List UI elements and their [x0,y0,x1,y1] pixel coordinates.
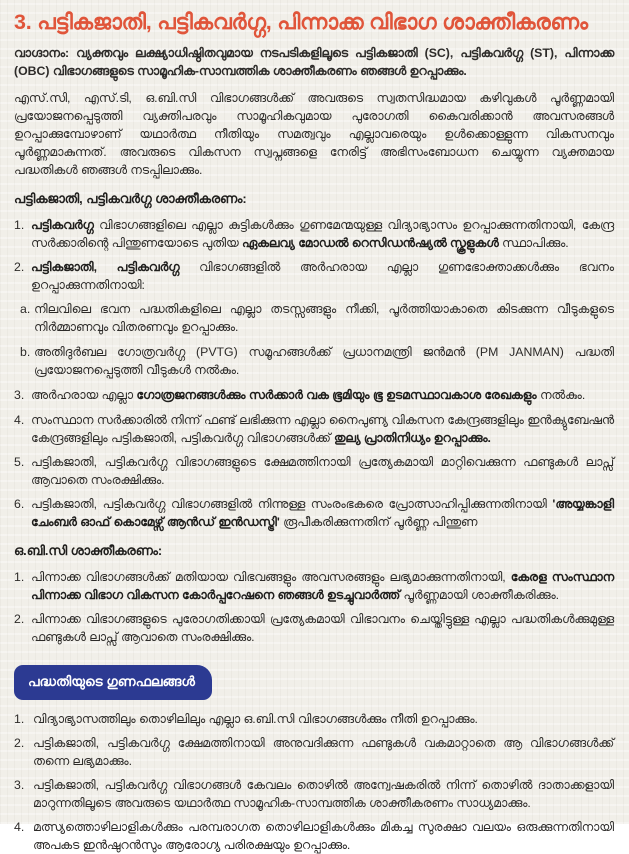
list-item [14,411,614,447]
list-item [14,453,614,489]
list-item-marker: 2. [14,260,25,275]
list-item [14,734,614,770]
list-item-text: പട്ടികജാതി, പട്ടികവർഗ്ഗ വിഭാഗങ്ങളുടെ ക്ഷേമത്തിനായി പ്രത്യേകമായി മാറ്റിവെക്കുന്ന ഫണ്ടുകൾ ലാപ്സ് ആവാതെ സംരക്ഷിക്കും. [31,454,614,487]
obc-list [14,568,614,646]
list-subitem [20,300,614,336]
benefits-badge [14,665,212,700]
list-item-marker: b. [20,345,31,360]
list-item [14,776,614,812]
list-item-marker: 2. [14,735,25,750]
scst-list [14,216,614,531]
list-item-text: അർഹരായ എല്ലാ ഗോത്രജനങ്ങൾക്കും സർക്കാർ വക ഭൂമിയും ഭൂ ഉടമസ്ഥാവകാശ രേഖകളും നൽകും. [31,388,586,403]
promise-paragraph: വാഗ്ദാനം: വ്യക്തവും ലക്ഷ്യാധിഷ്ഠിതവുമായ നടപടികളിലൂടെ പട്ടികജാതി (SC), പട്ടികവർഗ്ഗ (ST), പിന്നാക്ക (OBC) വിഭാഗങ്ങളുടെ സാമൂഹിക-സാമ്പത്തിക ശാക്തീകരണം ഞങ്ങൾ ഉറപ്പാക്കും. [14,45,614,78]
list-subitem [20,343,614,379]
list-item-marker: 2. [14,611,25,626]
list-item [14,258,614,294]
list-item [14,386,614,404]
list-item [14,495,614,531]
intro-paragraph: എസ്.സി, എസ്.ടി, ഒ.ബി.സി വിഭാഗങ്ങൾക്ക് അവരുടെ സ്വതസിദ്ധമായ കഴിവുകൾ പൂർണ്ണമായി പ്രയോജനപ്പെടുത്തി വ്യക്തിപരവും സാമൂഹികവുമായ പുരോഗതി കൈവരിക്കാൻ അവസരങ്ങൾ ഉറപ്പാക്കുമ്പോഴാണ് യഥാർത്ഥ നീതിയും സമത്വവും എല്ലാവരെയും ഉൾക്കൊള്ളുന്ന വികസനവും പൂർണ്ണമാകുന്നത്. അവരുടെ വികസന സ്വപ്നങ്ങളെ നേരിട്ട് അഭിസംബോധന ചെയ്യുന്ന വ്യക്തമായ പദ്ധതികൾ ഞങ്ങൾ നടപ്പിലാക്കും. [14,90,614,178]
list-item-marker: 4. [14,820,25,835]
list-item-marker: 1. [14,217,25,232]
list-item-marker: 3. [14,777,25,792]
list-item-marker: a. [20,302,31,317]
list-item-text: പട്ടികജാതി, പട്ടികവർഗ്ഗ വിഭാഗങ്ങളിൽ അർഹരായ എല്ലാ ഗുണഭോക്താക്കൾക്കും ഭവനം ഉറപ്പാക്കുന്നതിനായി: [31,260,614,293]
list-item-text: അതിദുർബല ഗോത്രവർഗ്ഗ (PVTG) സമൂഹങ്ങൾക്ക് പ്രധാനമന്ത്രി ജൻമൻ (PM JANMAN) പദ്ധതി പ്രയോജനപ്പെടുത്തി വീടുകൾ നൽകും. [34,345,614,378]
list-item-text: നിലവിലെ ഭവന പദ്ധതികളിലെ എല്ലാ തടസ്സങ്ങളും നീക്കി, പൂർത്തിയാകാതെ കിടക്കുന്ന വീടുകളുടെ നിർമ്മാണവും വിതരണവും ഉറപ്പാക്കും. [34,302,614,335]
list-item [14,818,614,854]
page-title: 3. പട്ടികജാതി, പട്ടികവർഗ്ഗ, പിന്നാക്ക വിഭാഗ ശാക്തീകരണം [14,10,588,34]
list-item [14,710,614,728]
list-item-marker: 1. [14,569,25,584]
list-item [14,610,614,646]
benefits-list [14,710,614,854]
list-item-text: പിന്നാക്ക വിഭാഗങ്ങൾക്ക് മതിയായ വിഭവങ്ങളും അവസരങ്ങളും ലഭ്യമാക്കുന്നതിനായി, കേരള സംസ്ഥാന പിന്നാക്ക വിഭാഗ വികസന കോർപ്പറേഷനെ ഞങ്ങൾ ഉടച്ചുവാർത്ത് പൂർണ്ണമായി ശാക്തീകരിക്കും. [31,569,614,602]
list-item-text: വിദ്യാഭ്യാസത്തിലും തൊഴിലിലും എല്ലാ ഒ.ബി.സി വിഭാഗങ്ങൾക്കും നീതി ഉറപ്പാക്കും. [33,711,478,726]
section-heading-scst: പട്ടികജാതി, പട്ടികവർഗ്ഗ ശാക്തീകരണം: [14,191,247,207]
list-item [14,216,614,252]
list-item-text: പട്ടികവർഗ്ഗ വിഭാഗങ്ങളിലെ എല്ലാ കുട്ടികൾക്കും ഗുണമേന്മയുള്ള വിദ്യാഭ്യാസം ഉറപ്പാക്കുന്നതിനായി, കേന്ദ്ര സർക്കാരിന്റെ പിന്തുണയോടെ പുതിയ ഏകലവ്യ മോഡൽ റെസിഡൻഷ്യൽ സ്കൂളുകൾ സ്ഥാപിക്കും. [31,217,614,251]
list-item-text: പട്ടികജാതി, പട്ടികവർഗ്ഗ വിഭാഗങ്ങളിൽ നിന്നുള്ള സംരംഭകരെ പ്രോത്സാഹിപ്പിക്കുന്നതിനായി 'അയ്യങ്കാളി ചേംബർ ഓഫ് കൊമേഴ്സ് ആൻഡ് ഇൻഡസ്ട്രി' രൂപീകരിക്കുന്നതിന് പൂർണ്ണ പിന്തുണ [31,496,614,529]
benefits-badge-label: പദ്ധതിയുടെ ഗുണഫലങ്ങൾ [28,673,195,689]
list-item-text: സംസ്ഥാന സർക്കാരിൽ നിന്ന് ഫണ്ട് ലഭിക്കുന്ന എല്ലാ നൈപുണ്യ വികസന കേന്ദ്രങ്ങളിലും ഇൻക്യുബേഷൻ കേന്ദ്രങ്ങളിലും പട്ടികജാതി, പട്ടികവർഗ്ഗ വിഭാഗങ്ങൾക്ക് തുല്യ പ്രാതിനിധ്യം ഉറപ്പാക്കും. [31,412,614,445]
section-heading-obc: ഒ.ബി.സി ശാക്തീകരണം: [14,542,163,558]
list-item-text: പട്ടികജാതി, പട്ടികവർഗ്ഗ വിഭാഗങ്ങൾ കേവലം തൊഴിൽ അന്വേഷകരിൽ നിന്ന് തൊഴിൽ ദാതാക്കളായി മാറുന്നതിലൂടെ അവരുടെ യഥാർത്ഥ സാമൂഹിക-സാമ്പത്തിക ശാക്തീകരണം സാധ്യമാക്കും. [33,777,614,811]
list-item-marker: 1. [14,711,25,726]
list-item-text: പട്ടികജാതി, പട്ടികവർഗ്ഗ ക്ഷേമത്തിനായി അനുവദിക്കുന്ന ഫണ്ടുകൾ വകമാറ്റാതെ ആ വിഭാഗങ്ങൾക്ക് തന്നെ ലഭ്യമാക്കും. [33,735,614,768]
list-item-text: പിന്നാക്ക വിഭാഗങ്ങളുടെ പുരോഗതിക്കായി പ്രത്യേകമായി വിഭാവനം ചെയ്തിട്ടുള്ള എല്ലാ പദ്ധതികൾക്കുമുള്ള ഫണ്ടുകൾ ലാപ്സ് ആവാതെ സംരക്ഷിക്കും. [31,611,614,644]
list-item-marker: 4. [14,412,25,427]
list-item-marker: 6. [14,496,25,511]
list-item [14,568,614,604]
list-item-text: മത്സ്യത്തൊഴിലാളികൾക്കും പരമ്പരാഗത തൊഴിലാളികൾക്കും മികച്ച സുരക്ഷാ വലയം ഒരുക്കുന്നതിനായി അപകട ഇൻഷുറൻസും ആരോഗ്യ പരിരക്ഷയും ഉറപ്പാക്കും. [33,820,614,853]
list-item-marker: 5. [14,454,25,469]
list-item-marker: 3. [14,388,25,403]
